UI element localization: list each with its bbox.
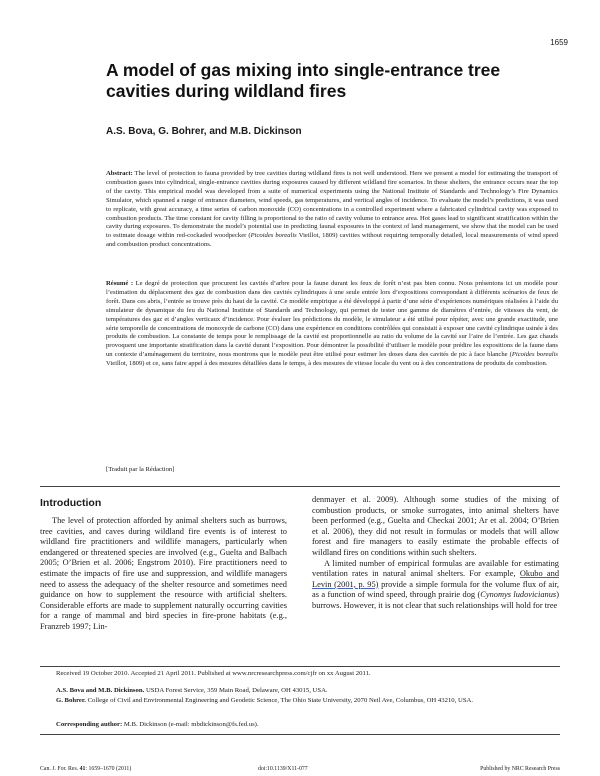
corresponding-author-text: M.B. Dickinson (e-mail: mbdickinson@fs.fed.us). (122, 721, 259, 728)
affiliation-2-text: College of Civil and Environmental Engineering and Geodetic Science, The Ohio State University, 2070 Neil Ave, Columbus, OH 43210, USA. (85, 697, 474, 704)
doi: doi:10.1139/X11-077 (258, 766, 308, 772)
right-p2-end: ) burrows. However, it is not clear that such relationships will hold for tree (312, 590, 559, 610)
page-number: 1659 (550, 38, 568, 47)
abstract-text-end: Vieillot, 1809) cavities without requiring temporally detailed, local measurements of wind speed and combustion product concentrations. (106, 232, 559, 249)
footer-divider (40, 666, 560, 667)
right-column (312, 495, 559, 612)
page-title: A model of gas mixing into single-entrance tree cavities during wildland fires (106, 60, 501, 101)
journal-volume: 41 (79, 766, 86, 772)
resume-species: Picoides borealis (511, 351, 558, 359)
abstract-label: Abstract: (106, 170, 133, 177)
bottom-divider (40, 734, 560, 735)
affiliation-2 (56, 697, 556, 705)
section-heading: Introduction (40, 497, 102, 509)
publisher: Published by NRC Research Press (480, 766, 560, 772)
corresponding-author (56, 721, 556, 729)
affiliation-1-names: A.S. Bova and M.B. Dickinson. (56, 687, 145, 694)
right-paragraph-1: denmayer et al. 2009). Although some studies of the mixing of combustion products, or smoke surrogates, into animal shelters have been performed (e.g., Guelta and Checkai 2001; Ar et al. 2004; O’Brien et al. 2006), they did not result in formulas or models that will allow forest and fire managers to easily estimate the probable effects of wildland fires on conditions within such shelters. (312, 495, 559, 557)
received-note: Received 19 October 2010. Accepted 21 April 2011. Published at www.nrcresearchpress.com/cjfr on xx August 2011. (56, 670, 371, 677)
affiliation-1 (56, 687, 556, 695)
corresponding-author-label: Corresponding author: (56, 721, 123, 728)
right-paragraph-2 (312, 559, 559, 612)
journal-name: Can. J. For. Res. (40, 766, 80, 772)
abstract (106, 170, 558, 250)
author-list: A.S. Bova, G. Bohrer, and M.B. Dickinson (106, 126, 302, 137)
resume-label: Résumé : (106, 280, 134, 287)
citation-link[interactable]: Okubo and Levin (2001, p. 95) (312, 569, 560, 589)
translation-note: [Traduit par la Rédaction] (106, 466, 175, 473)
right-p2-mid: provide a simple formula for the volume flux of air, as a function of wind speed, through prairie dog ( (312, 579, 559, 600)
resume (106, 280, 558, 369)
abstract-species: Picoides borealis (250, 232, 297, 240)
divider (40, 486, 560, 487)
journal-pages: : 1659–1670 (2011) (85, 766, 132, 772)
affiliation-1-text: USDA Forest Service, 359 Main Road, Delaware, OH 43015, USA. (144, 687, 328, 694)
resume-text-end: Vieillot, 1809) et ce, sans faire appel à des mesures détaillées dans le temps, à des mesures de vitesse locale du vent ou à des concentrations de produits de combustion. (106, 360, 548, 368)
abstract-text: The level of protection to fauna provided by tree cavities during wildland fires is not well understood. Here we present a model for estimating the transport of combustion gases into cylindrical, single-entrance cavities during exposures caused by different wildland fire scenarios. In these shelters, the entrance occurs near the top of the cavity. This empirical model was developed from a suite of numerical experiments using the National Institute of Standards and Technology’s Fire Dynamics Simulator, which spanned a range of entrance diameters, wind speeds, gas temperatures, and vertical angles of incidence. To evaluate the model’s predictions, it was used to replicate, with great accuracy, a time series of carbon monoxide (CO) concentrations in a controlled experiment where a fabricated cylindrical cavity was exposed to combustion products. The time constant for cavity filling is proportional to the ratio of cavity volume to entrance area. Hot gases lead to significant stratification within the cavity during exposures. To demonstrate the model’s potential use in predicting faunal exposures in the context of land management, we show that the model can be used to estimate dosage within red-cockaded woodpecker ( (106, 170, 558, 240)
left-paragraph: The level of protection afforded by animal shelters such as burrows, tree cavities, and caves during wildland fire events is of interest to wildland fire practitioners and wildlife managers, particularly when endangered or threatened species are involved (e.g., Guelta and Balbach 2005; O’Brien et al. 2006; Engstrom 2010). Fire practitioners need to estimate the impacts of fire use and suppression, and wildlife managers need to assess the adequacy of the shelter resource and sometimes need guidance on how to supplement the resource with artificial shelters. Considerable efforts are made to supplement naturally occurring cavities for a range of mammal and bird species in fire-prone habitats (e.g., Franzreb 1997; Lin- (40, 516, 287, 631)
left-column (40, 516, 287, 633)
affiliation-2-names: G. Bohrer. (56, 697, 86, 704)
right-p2-species: Cynomys ludovicianus (480, 590, 557, 600)
right-p2-start: A limited number of empirical formulas are available for estimating ventilation rates in natural animal shelters. For example, (312, 558, 559, 579)
journal-citation (40, 766, 131, 772)
resume-text: Le degré de protection que procurent les cavités d’arbre pour la faune durant les feux de forêt n’est pas bien connu. Nous présentons ici un modèle pour l’estimation du déplacement des gaz de combustion dans des cavités cylindriques à une seule entrée lors d’expositions correspondant à différents scénarios de feux de forêt. Dans ces abris, l’entrée se trouve près du haut de la cavité. Ce modèle empirique a été développé à partir d’une série d’expériences numériques réalisées à l’aide du simulateur de dynamique du feu du National Institute of Standards and Technology, qui permet de tester une gamme de diamètres d’entrée, de vitesses du vent, de températures des gaz et d’angles verticaux d’incidence. Pour évaluer les prédictions du modèle, le simulateur a été utilisé pour répéter, avec une grande exactitude, une série temporelle de concentrations de monoxyde de carbone (CO) dans une expérience en conditions contrôlées qui consistait à exposer une cavité cylindrique usinée à des produits de combustion. La constante de temps pour le remplissage de la cavité est proportionnelle au ratio du volume de la cavité sur l’aire de l’entrée. Les gaz chauds provoquent une importante stratification dans la cavité durant l’exposition. Pour démontrer la possibilité d’utiliser le modèle pour prédire les expositions de la faune dans un contexte d’aménagement du territoire, nous montrons que le modèle peut être utilisé pour estimer les doses dans des cavités de pic à face blanche ( (106, 280, 559, 359)
